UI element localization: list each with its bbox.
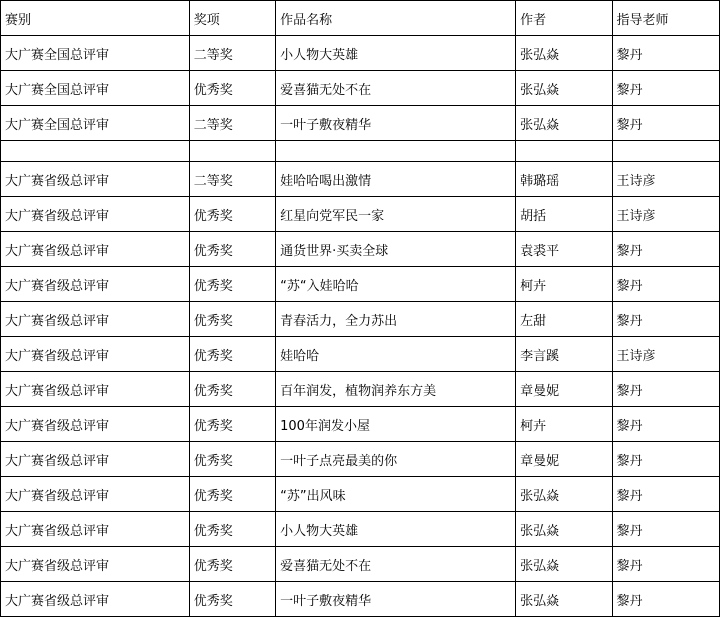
table-row: [1, 372, 720, 407]
award-cell: [189, 141, 275, 162]
competition-cell: 大广赛省级总评审: [1, 407, 190, 442]
header-cell-advisor: 指导老师: [612, 1, 719, 36]
competition-cell: 大广赛全国总评审: [1, 36, 190, 71]
table-row: [1, 302, 720, 337]
award-cell: 二等奖: [189, 106, 275, 141]
competition-cell: 大广赛省级总评审: [1, 232, 190, 267]
table-row: [1, 71, 720, 106]
awards-table-body: [1, 1, 720, 617]
work-title-cell: 小人物大英雄: [276, 512, 516, 547]
advisor-cell: 黎丹: [612, 512, 719, 547]
award-cell: 优秀奖: [189, 547, 275, 582]
competition-cell: 大广赛省级总评审: [1, 582, 190, 617]
advisor-cell: 黎丹: [612, 36, 719, 71]
author-cell: 袁裘平: [516, 232, 612, 267]
table-row: [1, 197, 720, 232]
work-title-cell: 通货世界·买卖全球: [276, 232, 516, 267]
award-cell: 二等奖: [189, 162, 275, 197]
author-cell: 韩璐瑶: [516, 162, 612, 197]
competition-cell: 大广赛全国总评审: [1, 71, 190, 106]
award-cell: 优秀奖: [189, 372, 275, 407]
work-title-cell: 红星向党军民一家: [276, 197, 516, 232]
award-cell: 优秀奖: [189, 407, 275, 442]
work-title-cell: [276, 141, 516, 162]
advisor-cell: 黎丹: [612, 442, 719, 477]
table-row: [1, 477, 720, 512]
advisor-cell: 黎丹: [612, 232, 719, 267]
work-title-cell: 百年润发，植物润养东方美: [276, 372, 516, 407]
work-title-cell: 娃哈哈喝出激情: [276, 162, 516, 197]
author-cell: [516, 141, 612, 162]
competition-cell: 大广赛省级总评审: [1, 442, 190, 477]
work-title-cell: 娃哈哈: [276, 337, 516, 372]
work-title-cell: 爱喜猫无处不在: [276, 71, 516, 106]
author-cell: 章曼妮: [516, 372, 612, 407]
work-title-cell: 一叶子点亮最美的你: [276, 442, 516, 477]
header-cell-competition: 赛别: [1, 1, 190, 36]
award-cell: 优秀奖: [189, 477, 275, 512]
advisor-cell: 黎丹: [612, 477, 719, 512]
award-cell: 优秀奖: [189, 512, 275, 547]
table-row: [1, 407, 720, 442]
advisor-cell: 黎丹: [612, 71, 719, 106]
advisor-cell: 黎丹: [612, 582, 719, 617]
header-cell-work-title: 作品名称: [276, 1, 516, 36]
work-title-cell: 爱喜猫无处不在: [276, 547, 516, 582]
award-cell: 优秀奖: [189, 197, 275, 232]
award-cell: 优秀奖: [189, 337, 275, 372]
advisor-cell: [612, 141, 719, 162]
advisor-cell: 黎丹: [612, 106, 719, 141]
competition-cell: 大广赛省级总评审: [1, 477, 190, 512]
work-title-cell: 一叶子敷夜精华: [276, 582, 516, 617]
table-row: [1, 232, 720, 267]
header-cell-award: 奖项: [189, 1, 275, 36]
table-row: [1, 547, 720, 582]
author-cell: 张弘焱: [516, 582, 612, 617]
blank-row: [1, 141, 720, 162]
author-cell: 李言蹊: [516, 337, 612, 372]
advisor-cell: 黎丹: [612, 407, 719, 442]
table-row: [1, 582, 720, 617]
work-title-cell: “苏”出风味: [276, 477, 516, 512]
author-cell: 胡括: [516, 197, 612, 232]
table-row: [1, 512, 720, 547]
award-cell: 优秀奖: [189, 232, 275, 267]
work-title-cell: 青春活力，全力苏出: [276, 302, 516, 337]
table-row: [1, 36, 720, 71]
advisor-cell: 黎丹: [612, 372, 719, 407]
competition-cell: 大广赛省级总评审: [1, 337, 190, 372]
competition-cell: 大广赛省级总评审: [1, 512, 190, 547]
author-cell: 柯卉: [516, 267, 612, 302]
header-row: [1, 1, 720, 36]
competition-cell: 大广赛省级总评审: [1, 162, 190, 197]
author-cell: 左甜: [516, 302, 612, 337]
table-row: [1, 442, 720, 477]
advisor-cell: 王诗彦: [612, 162, 719, 197]
award-cell: 二等奖: [189, 36, 275, 71]
advisor-cell: 黎丹: [612, 302, 719, 337]
author-cell: 章曼妮: [516, 442, 612, 477]
work-title-cell: “苏“入娃哈哈: [276, 267, 516, 302]
award-cell: 优秀奖: [189, 302, 275, 337]
table-row: [1, 106, 720, 141]
table-row: [1, 267, 720, 302]
author-cell: 张弘焱: [516, 106, 612, 141]
advisor-cell: 王诗彦: [612, 197, 719, 232]
competition-cell: 大广赛省级总评审: [1, 267, 190, 302]
work-title-cell: 小人物大英雄: [276, 36, 516, 71]
author-cell: 张弘焱: [516, 477, 612, 512]
competition-cell: 大广赛省级总评审: [1, 197, 190, 232]
competition-cell: 大广赛省级总评审: [1, 302, 190, 337]
author-cell: 张弘焱: [516, 512, 612, 547]
award-cell: 优秀奖: [189, 267, 275, 302]
author-cell: 张弘焱: [516, 71, 612, 106]
competition-cell: 大广赛省级总评审: [1, 372, 190, 407]
award-cell: 优秀奖: [189, 582, 275, 617]
award-cell: 优秀奖: [189, 442, 275, 477]
competition-cell: [1, 141, 190, 162]
author-cell: 张弘焱: [516, 36, 612, 71]
work-title-cell: 100年润发小屋: [276, 407, 516, 442]
header-cell-author: 作者: [516, 1, 612, 36]
advisor-cell: 黎丹: [612, 267, 719, 302]
award-cell: 优秀奖: [189, 71, 275, 106]
author-cell: 张弘焱: [516, 547, 612, 582]
competition-cell: 大广赛省级总评审: [1, 547, 190, 582]
advisor-cell: 黎丹: [612, 547, 719, 582]
work-title-cell: 一叶子敷夜精华: [276, 106, 516, 141]
competition-cell: 大广赛全国总评审: [1, 106, 190, 141]
author-cell: 柯卉: [516, 407, 612, 442]
table-row: [1, 162, 720, 197]
advisor-cell: 王诗彦: [612, 337, 719, 372]
table-row: [1, 337, 720, 372]
